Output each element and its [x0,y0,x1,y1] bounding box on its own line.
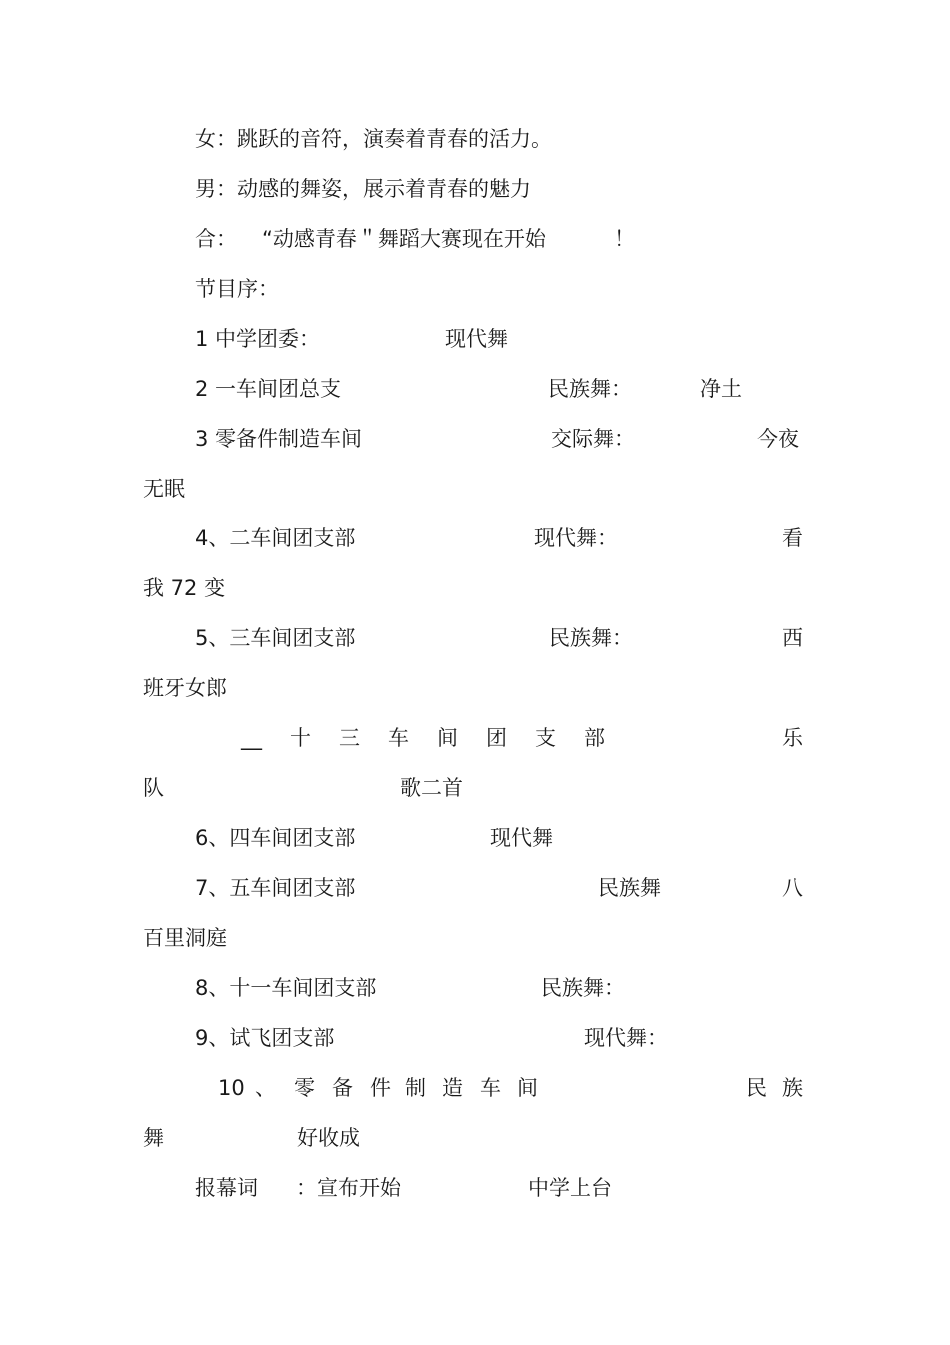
program-item-6-type: 现代舞 [490,826,553,850]
program-item-3-unit: 3 零备件制造车间 [195,427,363,451]
program-item-10-type-cont: 舞 [143,1126,164,1150]
program-band-char: 支 [535,726,556,750]
program-item-2-title: 净土 [700,377,742,401]
program-band-char: 十 [290,726,311,750]
program-item-9-type: 现代舞： [584,1026,668,1050]
program-item-8-type: 民族舞： [541,976,625,1000]
program-item-10-type: 民 [746,1076,767,1100]
program-item-3-type: 交际舞： [551,427,635,451]
program-item-7-unit: 7、五车间团支部 [195,876,356,900]
announcer-text: ：宣布开始 [296,1176,401,1200]
dialogue-together-exclaim: ！ [614,227,635,251]
program-heading: 节目序： [195,277,279,301]
program-item-10-title: 好收成 [297,1126,360,1150]
program-item-4-unit: 4、二车间团支部 [195,526,356,550]
program-band-type-cont: 队 [143,776,164,800]
program-band-char: 间 [437,726,458,750]
program-item-10-type: 族 [782,1076,803,1100]
program-band-blank: __ [241,726,262,750]
program-item-6-unit: 6、四车间团支部 [195,826,356,850]
dialogue-female: 女：跳跃的音符，演奏着青春的活力。 [195,127,552,151]
program-item-5-title: 西 [782,626,803,650]
announcer-label: 报幕词 [195,1176,258,1200]
program-item-9-unit: 9、试飞团支部 [195,1026,335,1050]
program-band-char: 团 [486,726,507,750]
program-item-3-title-cont: 无眠 [143,477,185,501]
program-item-2-unit: 2 一车间团总支 [195,377,342,401]
program-item-10-char: 零 [294,1076,315,1100]
program-band-type: 乐 [782,726,803,750]
program-item-4-title-cont: 我 72 变 [143,576,226,600]
program-item-4-type: 现代舞： [534,526,618,550]
program-band-char: 车 [388,726,409,750]
program-item-5-type: 民族舞： [549,626,633,650]
program-item-10-char: 制 [405,1076,426,1100]
dialogue-male: 男：动感的舞姿，展示着青春的魅力 [195,177,531,201]
program-item-10-char: 、 [255,1076,276,1100]
announcer-next: 中学上台 [528,1176,612,1200]
program-item-7-type: 民族舞 [598,876,661,900]
program-item-8-unit: 8、十一车间团支部 [195,976,377,1000]
program-item-1-type: 现代舞 [445,327,508,351]
program-item-10-char: 车 [480,1076,501,1100]
program-item-2-type: 民族舞： [548,377,632,401]
program-item-10-char: 件 [370,1076,391,1100]
dialogue-together-text: “动感青春＂舞蹈大赛现在开始 [262,227,546,251]
dialogue-together-label: 合： [195,227,237,251]
program-band-char: 部 [584,726,605,750]
program-item-10-char: 间 [517,1076,538,1100]
program-item-10-char: 备 [332,1076,353,1100]
program-item-4-title: 看 [782,526,803,550]
program-band-char: 三 [339,726,360,750]
program-item-7-title-cont: 百里洞庭 [143,926,227,950]
program-band-title: 歌二首 [400,776,463,800]
program-item-7-title: 八 [782,876,803,900]
program-item-1-unit: 1 中学团委： [195,327,321,351]
program-item-5-title-cont: 班牙女郎 [143,676,227,700]
program-item-10-number: 10 [218,1076,245,1100]
program-item-5-unit: 5、三车间团支部 [195,626,356,650]
program-item-10-char: 造 [442,1076,463,1100]
program-item-3-title: 今夜 [757,427,799,451]
